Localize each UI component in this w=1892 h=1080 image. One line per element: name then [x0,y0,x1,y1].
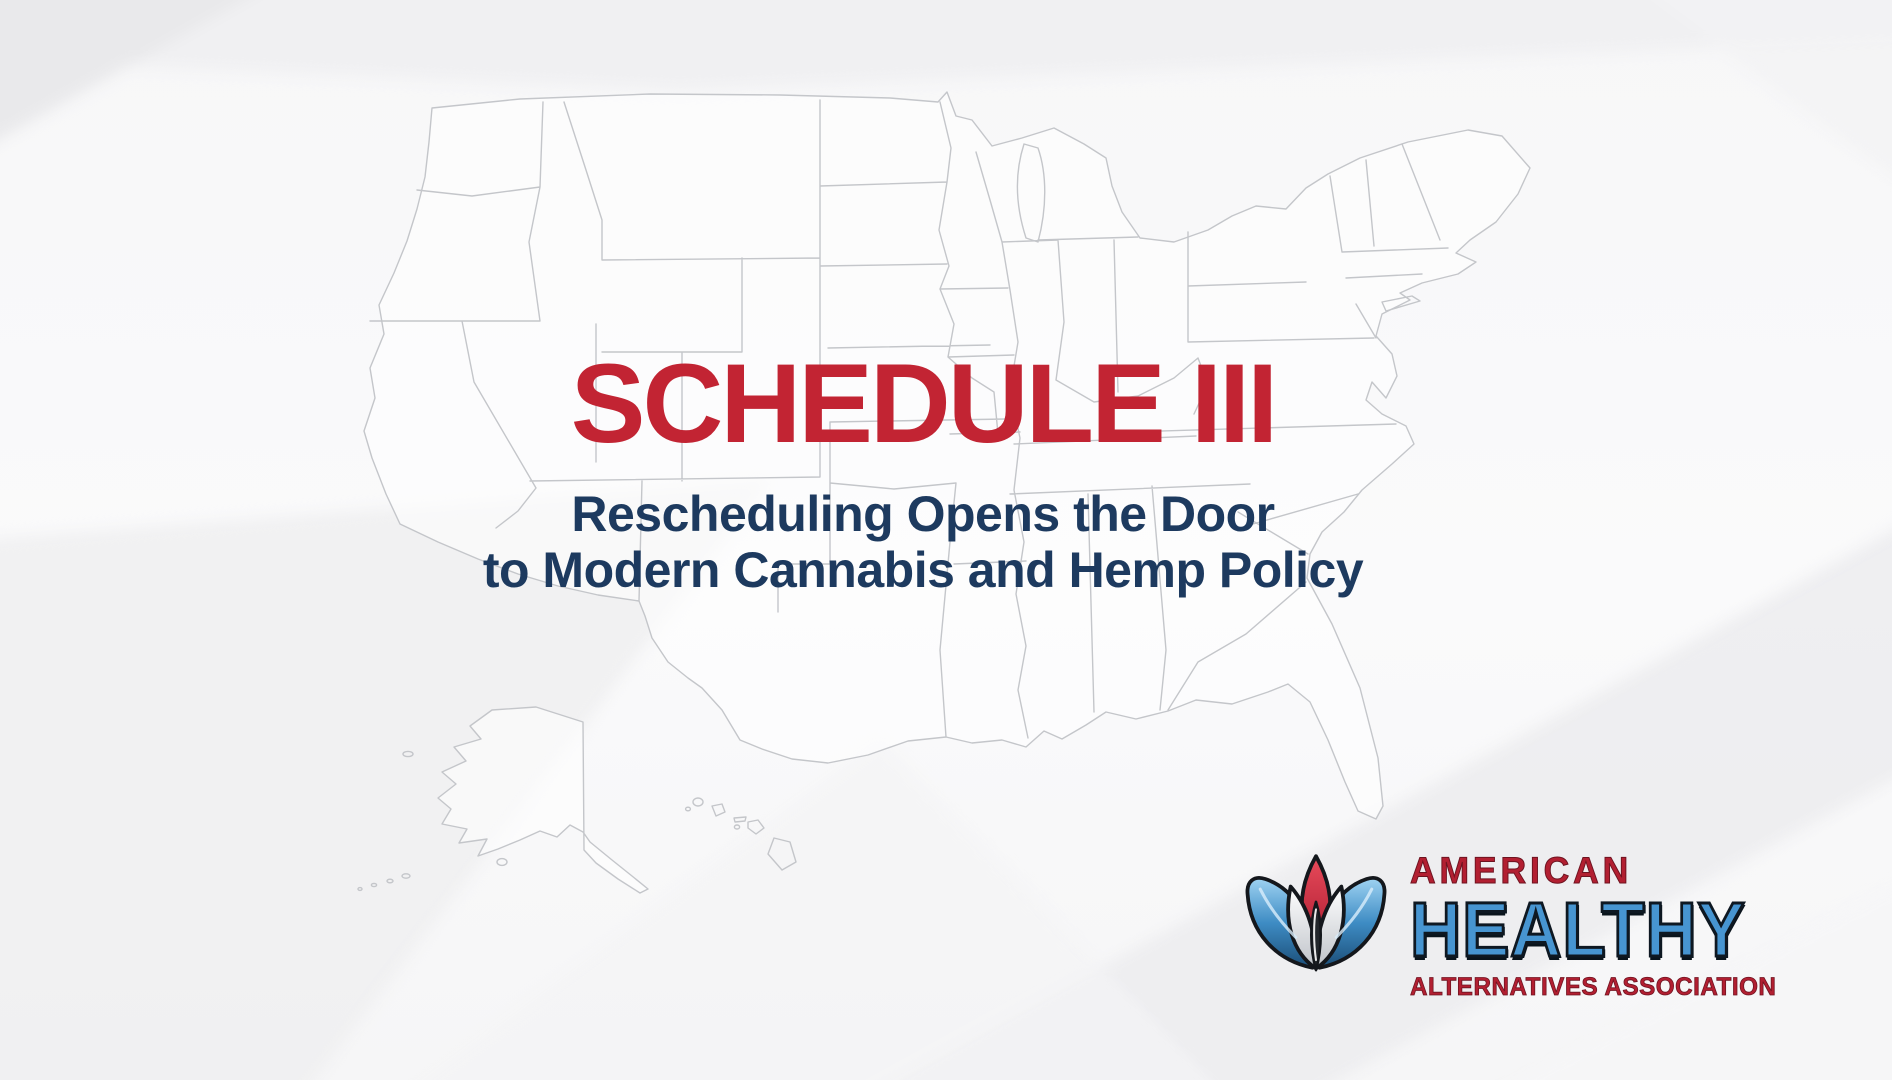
page-subtitle [483,486,1363,598]
logo-word-american: AMERICAN [1410,850,1633,891]
st-lawrence-island [403,751,413,756]
subtitle-line-1: Rescheduling Opens the Door [571,486,1275,542]
logo-word-healthy: HEALTHY [1410,887,1746,973]
subtitle-line-2: to Modern Cannabis and Hemp Policy [482,542,1364,598]
organization-name [1410,846,1788,1000]
kodiak-island [497,859,507,866]
hawaii-islands [686,798,796,870]
aleutian-island [387,879,393,883]
flower-lotus-icon [1240,846,1392,988]
aleutian-island [371,883,376,886]
logo-word-alternatives-association: ALTERNATIVES ASSOCIATION [1410,973,1777,1001]
aleutian-island [358,888,362,891]
headline-block [482,341,1364,598]
organization-logo [1240,846,1788,1000]
page-title: SCHEDULE III [570,341,1276,466]
alaska-outline [438,707,648,893]
aleutian-island [402,874,410,878]
